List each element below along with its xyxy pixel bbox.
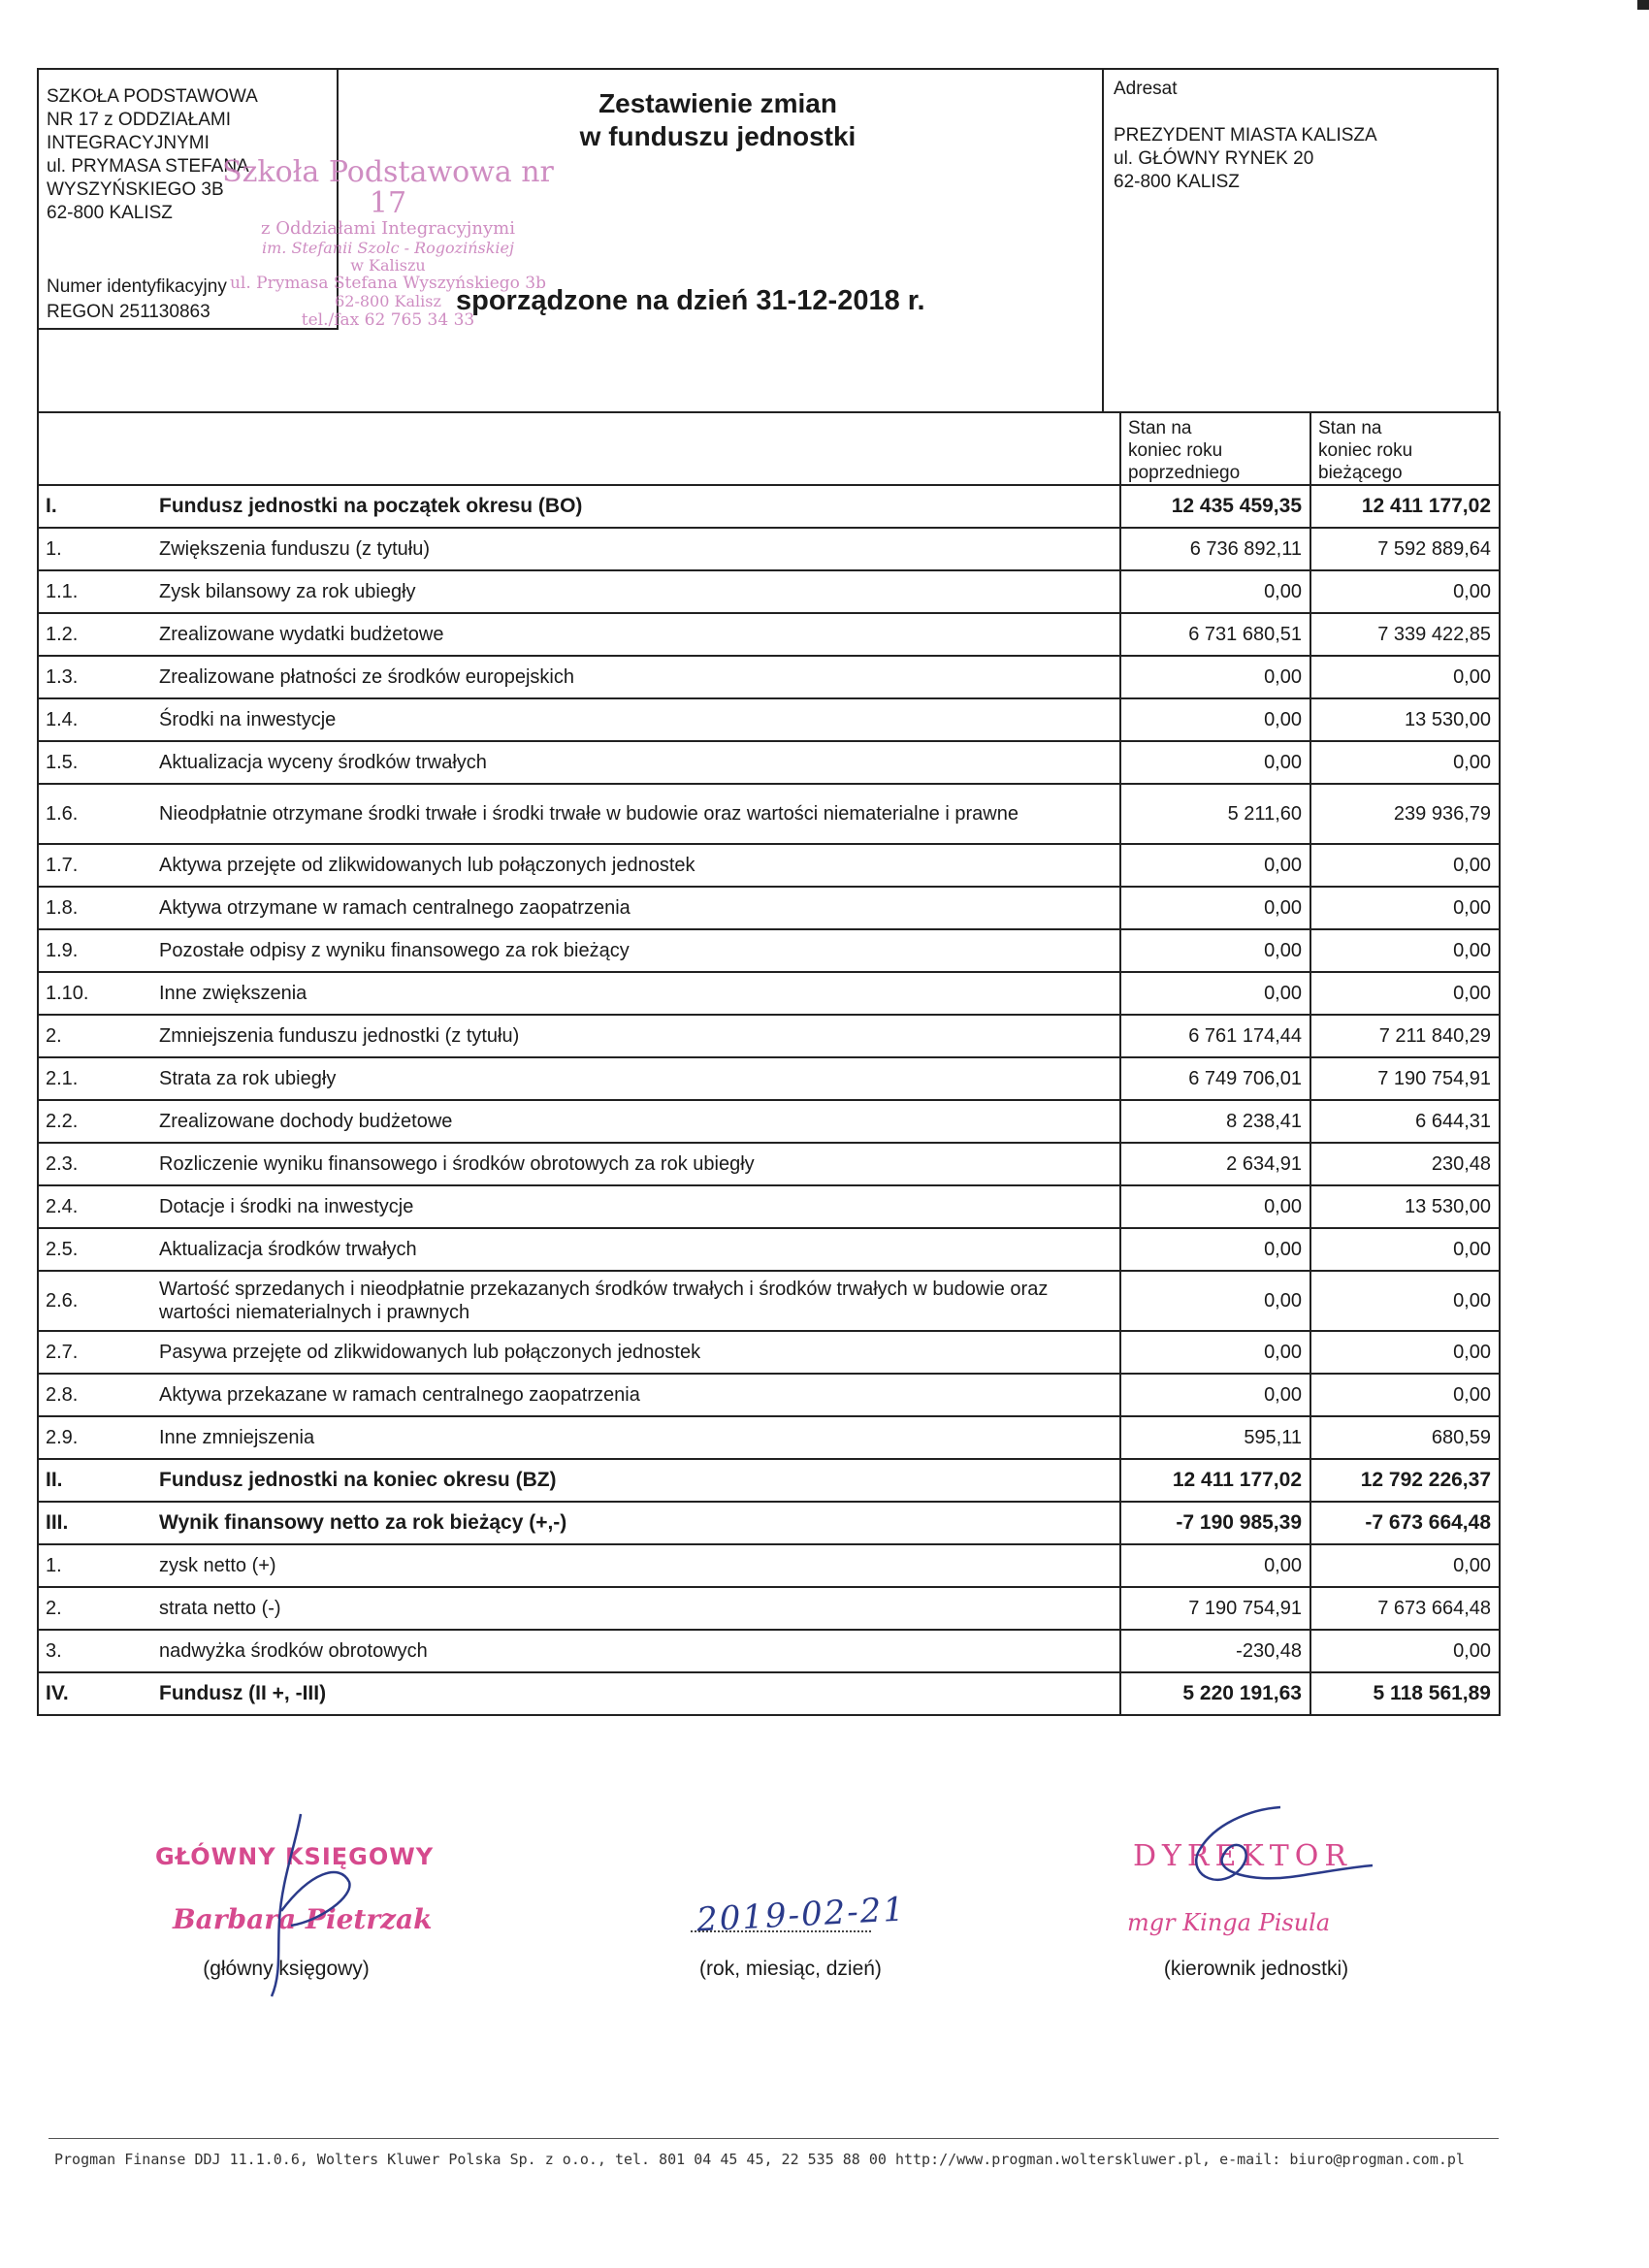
row-value-curr: 680,59	[1310, 1416, 1500, 1459]
sender-line: WYSZYŃSKIEGO 3B	[47, 179, 224, 200]
row-description: Zrealizowane dochody budżetowe	[152, 1100, 1120, 1143]
row-description: Dotacje i środki na inwestycje	[152, 1185, 1120, 1228]
row-number: 1.7.	[38, 844, 152, 887]
scan-edge-mark	[1637, 0, 1649, 10]
row-number: 1.	[38, 528, 152, 570]
row-number: 1.1.	[38, 570, 152, 613]
table-row	[38, 698, 1500, 741]
table-row	[38, 1416, 1500, 1459]
row-value-prev: 595,11	[1120, 1416, 1310, 1459]
row-number: 2.3.	[38, 1143, 152, 1185]
table-row	[38, 1630, 1500, 1672]
row-number: 2.	[38, 1015, 152, 1057]
table-row	[38, 1015, 1500, 1057]
table-row	[38, 844, 1500, 887]
table-row	[38, 972, 1500, 1015]
column-header-row	[38, 412, 1500, 485]
row-number: 1.4.	[38, 698, 152, 741]
row-number: 1.10.	[38, 972, 152, 1015]
row-description: Zwiększenia funduszu (z tytułu)	[152, 528, 1120, 570]
row-value-curr: 7 339 422,85	[1310, 613, 1500, 656]
row-value-prev: 0,00	[1120, 887, 1310, 929]
row-value-curr: 5 118 561,89	[1310, 1672, 1500, 1715]
table-row	[38, 1331, 1500, 1374]
row-description: Zmniejszenia funduszu jednostki (z tytułu)	[152, 1015, 1120, 1057]
row-description: strata netto (-)	[152, 1587, 1120, 1630]
row-number: 2.5.	[38, 1228, 152, 1271]
stamp-line: 62-800 Kalisz	[335, 292, 441, 310]
row-value-prev: 5 220 191,63	[1120, 1672, 1310, 1715]
row-value-prev: -7 190 985,39	[1120, 1502, 1310, 1544]
header-blank-cell	[38, 412, 1120, 485]
table-row	[38, 613, 1500, 656]
row-value-curr: 0,00	[1310, 741, 1500, 784]
row-description: Inne zmniejszenia	[152, 1416, 1120, 1459]
row-value-curr: 13 530,00	[1310, 698, 1500, 741]
addressee	[1114, 78, 1492, 194]
row-number: 2.8.	[38, 1374, 152, 1416]
table-row	[38, 929, 1500, 972]
row-value-prev: 8 238,41	[1120, 1100, 1310, 1143]
stamp-line: ul. Prymasa Stefana Wyszyńskiego 3b	[229, 274, 546, 293]
row-value-prev: 0,00	[1120, 741, 1310, 784]
stamp-line: Szkoła Podstawowa nr 17	[222, 155, 554, 220]
stamp-line: w Kaliszu	[350, 256, 426, 275]
row-value-curr: 0,00	[1310, 1228, 1500, 1271]
row-description: Nieodpłatnie otrzymane środki trwałe i środki trwałe w budowie oraz wartości niematerialne i prawne	[152, 784, 1120, 844]
table-row	[38, 1374, 1500, 1416]
row-value-curr: 0,00	[1310, 656, 1500, 698]
column-header-curr: Stan na koniec roku bieżącego	[1310, 412, 1500, 485]
table-row	[38, 741, 1500, 784]
row-description: Wartość sprzedanych i nieodpłatnie przekazanych środków trwałych i środków trwałych w budowie oraz wartości niematerialnych i prawnych	[152, 1271, 1120, 1331]
sender-line: INTEGRACYJNYMI	[47, 133, 210, 153]
sender-id-label: Numer identyfikacyjny	[47, 276, 227, 297]
table-row	[38, 1672, 1500, 1715]
row-value-prev: 5 211,60	[1120, 784, 1310, 844]
footer-text: Progman Finanse DDJ 11.1.0.6, Wolters Kluwer Polska Sp. z o.o., tel. 801 04 45 45, 22 535 88 00 http://www.progman.wolterskluwer.pl, e-mail: biuro@progman.com.pl	[54, 2151, 1465, 2168]
director-caption: (kierownik jednostki)	[1163, 1958, 1349, 1980]
row-number: 1.9.	[38, 929, 152, 972]
row-value-prev: 0,00	[1120, 656, 1310, 698]
row-number: III.	[38, 1502, 152, 1544]
row-number: 3.	[38, 1630, 152, 1672]
row-value-curr: -7 673 664,48	[1310, 1502, 1500, 1544]
row-description: Pozostałe odpisy z wyniku finansowego za rok bieżący	[152, 929, 1120, 972]
row-description: Fundusz jednostki na początek okresu (BO)	[152, 485, 1120, 528]
director-stamp-role: DYREKTOR	[1133, 1839, 1352, 1873]
row-number: 2.9.	[38, 1416, 152, 1459]
row-value-curr: 0,00	[1310, 1630, 1500, 1672]
sender-line: SZKOŁA PODSTAWOWA	[47, 86, 258, 107]
stamp-line: tel./fax 62 765 34 33	[301, 310, 475, 330]
stamp-line: z Oddziałami Integracyjnymi	[261, 218, 515, 239]
row-value-curr: 0,00	[1310, 929, 1500, 972]
row-number: 2.6.	[38, 1271, 152, 1331]
sender-regon: REGON 251130863	[47, 302, 210, 322]
table-row	[38, 1228, 1500, 1271]
row-description: zysk netto (+)	[152, 1544, 1120, 1587]
document-date: sporządzone na dzień 31-12-2018 r.	[456, 285, 925, 316]
table-row	[38, 1459, 1500, 1502]
row-value-curr: 7 211 840,29	[1310, 1015, 1500, 1057]
row-description: Zrealizowane wydatki budżetowe	[152, 613, 1120, 656]
row-description: Zysk bilansowy za rok ubiegły	[152, 570, 1120, 613]
director-stamp-name: mgr Kinga Pisula	[1127, 1909, 1331, 1936]
row-value-prev: 0,00	[1120, 1228, 1310, 1271]
table-row	[38, 1057, 1500, 1100]
table-row	[38, 1544, 1500, 1587]
column-header-prev: Stan na koniec roku poprzedniego	[1120, 412, 1310, 485]
stamp-line: im. Stefanii Szolc - Rogozińskiej	[262, 239, 514, 257]
row-number: 1.8.	[38, 887, 152, 929]
row-description: Środki na inwestycje	[152, 698, 1120, 741]
row-number: 1.6.	[38, 784, 152, 844]
row-value-curr: 7 673 664,48	[1310, 1587, 1500, 1630]
row-value-curr: 13 530,00	[1310, 1185, 1500, 1228]
table-row	[38, 1143, 1500, 1185]
row-number: 1.	[38, 1544, 152, 1587]
row-value-prev: 6 749 706,01	[1120, 1057, 1310, 1100]
row-number: 2.4.	[38, 1185, 152, 1228]
row-value-curr: 7 190 754,91	[1310, 1057, 1500, 1100]
row-value-prev: 0,00	[1120, 570, 1310, 613]
addressee-label: Adresat	[1114, 79, 1178, 99]
title-line-2: w funduszu jednostki	[579, 121, 857, 151]
table-row	[38, 656, 1500, 698]
table-row	[38, 784, 1500, 844]
row-description: Pasywa przejęte od zlikwidowanych lub połączonych jednostek	[152, 1331, 1120, 1374]
sender-line: NR 17 z ODDZIAŁAMI	[47, 110, 232, 130]
header-divider-right	[1102, 68, 1104, 413]
row-description: Aktualizacja środków trwałych	[152, 1228, 1120, 1271]
row-description: Aktualizacja wyceny środków trwałych	[152, 741, 1120, 784]
row-value-prev: 6 736 892,11	[1120, 528, 1310, 570]
accountant-stamp-role: GŁÓWNY KSIĘGOWY	[155, 1843, 435, 1870]
table-row	[38, 1587, 1500, 1630]
row-value-prev: 0,00	[1120, 1544, 1310, 1587]
row-description: Aktywa przekazane w ramach centralnego zaopatrzenia	[152, 1374, 1120, 1416]
row-value-curr: 0,00	[1310, 1271, 1500, 1331]
row-value-prev: 2 634,91	[1120, 1143, 1310, 1185]
row-value-curr: 12 792 226,37	[1310, 1459, 1500, 1502]
row-number: I.	[38, 485, 152, 528]
row-value-curr: 0,00	[1310, 887, 1500, 929]
row-number: IV.	[38, 1672, 152, 1715]
row-description: Fundusz (II +, -III)	[152, 1672, 1120, 1715]
row-value-curr: 0,00	[1310, 1544, 1500, 1587]
table-body	[38, 485, 1500, 1715]
row-description: Rozliczenie wyniku finansowego i środków obrotowych za rok ubiegły	[152, 1143, 1120, 1185]
row-value-prev: 0,00	[1120, 1271, 1310, 1331]
table-row	[38, 485, 1500, 528]
sender-line: ul. PRYMASA STEFANA	[47, 156, 249, 177]
row-value-prev: 7 190 754,91	[1120, 1587, 1310, 1630]
document-title	[340, 87, 1096, 153]
director-signature	[1164, 1799, 1387, 1906]
date-dotted-line	[691, 1930, 871, 1932]
row-description: Fundusz jednostki na koniec okresu (BZ)	[152, 1459, 1120, 1502]
row-value-prev: 6 761 174,44	[1120, 1015, 1310, 1057]
date-caption: (rok, miesiąc, dzień)	[699, 1958, 882, 1980]
row-number: 2.	[38, 1587, 152, 1630]
accountant-caption: (główny księgowy)	[203, 1958, 370, 1980]
row-description: Zrealizowane płatności ze środków europejskich	[152, 656, 1120, 698]
table-row	[38, 528, 1500, 570]
row-description: Strata za rok ubiegły	[152, 1057, 1120, 1100]
row-value-curr: 230,48	[1310, 1143, 1500, 1185]
row-value-prev: 6 731 680,51	[1120, 613, 1310, 656]
table-row	[38, 1100, 1500, 1143]
row-value-curr: 7 592 889,64	[1310, 528, 1500, 570]
sender-line: 62-800 KALISZ	[47, 203, 173, 223]
row-value-curr: 0,00	[1310, 844, 1500, 887]
fund-changes-table	[37, 411, 1501, 1716]
row-number: II.	[38, 1459, 152, 1502]
row-number: 2.2.	[38, 1100, 152, 1143]
addressee-line: PREZYDENT MIASTA KALISZA	[1114, 125, 1377, 146]
row-value-prev: 0,00	[1120, 929, 1310, 972]
row-value-curr: 6 644,31	[1310, 1100, 1500, 1143]
footer-rule	[48, 2138, 1499, 2139]
row-value-prev: -230,48	[1120, 1630, 1310, 1672]
row-description: Aktywa otrzymane w ramach centralnego zaopatrzenia	[152, 887, 1120, 929]
row-value-prev: 0,00	[1120, 1185, 1310, 1228]
row-number: 1.5.	[38, 741, 152, 784]
row-value-prev: 0,00	[1120, 844, 1310, 887]
row-value-curr: 0,00	[1310, 972, 1500, 1015]
row-number: 1.3.	[38, 656, 152, 698]
row-description: Wynik finansowy netto za rok bieżący (+,-)	[152, 1502, 1120, 1544]
handwritten-date: 2019-02-21	[695, 1890, 907, 1940]
row-value-curr: 239 936,79	[1310, 784, 1500, 844]
row-number: 2.7.	[38, 1331, 152, 1374]
table-row	[38, 1271, 1500, 1331]
row-value-prev: 12 435 459,35	[1120, 485, 1310, 528]
row-number: 2.1.	[38, 1057, 152, 1100]
title-line-1: Zestawienie zmian	[598, 88, 837, 118]
table-row	[38, 1502, 1500, 1544]
row-description: nadwyżka środków obrotowych	[152, 1630, 1120, 1672]
row-value-curr: 0,00	[1310, 1331, 1500, 1374]
addressee-line: 62-800 KALISZ	[1114, 172, 1240, 192]
row-value-curr: 12 411 177,02	[1310, 485, 1500, 528]
table-row	[38, 887, 1500, 929]
addressee-line: ul. GŁÓWNY RYNEK 20	[1114, 148, 1314, 169]
row-value-curr: 0,00	[1310, 570, 1500, 613]
row-value-prev: 0,00	[1120, 972, 1310, 1015]
row-description: Inne zwiększenia	[152, 972, 1120, 1015]
table-row	[38, 570, 1500, 613]
row-value-prev: 12 411 177,02	[1120, 1459, 1310, 1502]
row-value-prev: 0,00	[1120, 698, 1310, 741]
row-number: 1.2.	[38, 613, 152, 656]
row-description: Aktywa przejęte od zlikwidowanych lub połączonych jednostek	[152, 844, 1120, 887]
table-row	[38, 1185, 1500, 1228]
accountant-stamp-name: Barbara Pietrzak	[173, 1903, 433, 1935]
row-value-curr: 0,00	[1310, 1374, 1500, 1416]
row-value-prev: 0,00	[1120, 1331, 1310, 1374]
row-value-prev: 0,00	[1120, 1374, 1310, 1416]
